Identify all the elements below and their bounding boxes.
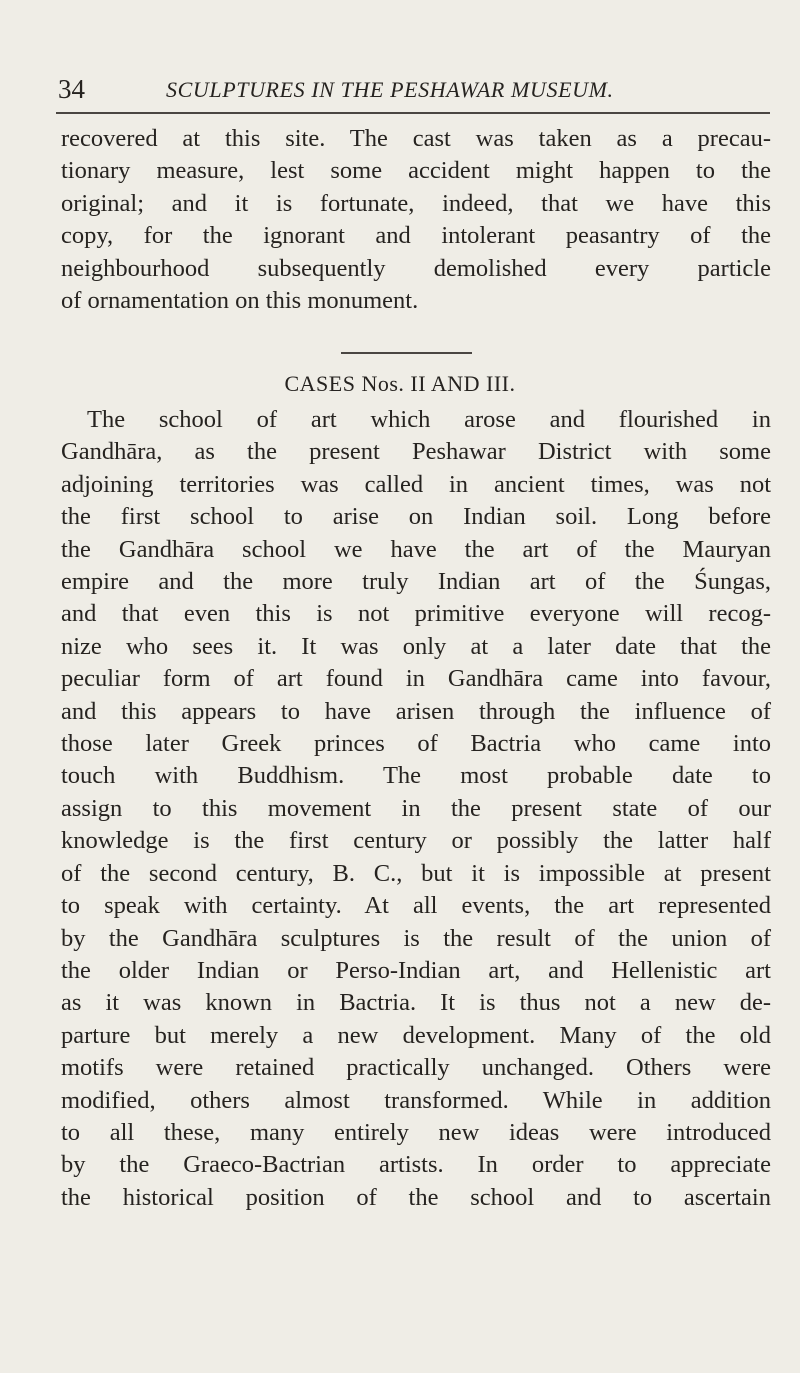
text-line: motifs were retained practically unchanged. Others were xyxy=(61,1054,771,1082)
text-line: the older Indian or Perso-Indian art, and Hellenistic art xyxy=(61,956,771,984)
text-line: the first school to arise on Indian soil. Long before xyxy=(61,503,771,531)
running-title: SCULPTURES IN THE PESHAWAR MUSEUM. xyxy=(166,77,614,102)
text-line: neighbourhood subsequently demolished every particle xyxy=(61,254,771,282)
text-line: by the Graeco-Bactrian artists. In order to appreciate xyxy=(61,1151,771,1179)
text-line: of ornamentation on this monument. xyxy=(61,287,419,315)
text-line: modified, others almost transformed. While in addition xyxy=(61,1086,771,1114)
text-line: to all these, many entirely new ideas were introduced xyxy=(61,1118,771,1146)
text-line: tionary measure, lest some accident might happen to the xyxy=(61,157,771,185)
text-line: the historical position of the school and to ascertain xyxy=(61,1183,771,1211)
text-line: the Gandhāra school we have the art of the Mauryan xyxy=(61,535,771,563)
text-line: as it was known in Bactria. It is thus not a new de- xyxy=(61,989,771,1017)
text-line: by the Gandhāra sculptures is the result of the union of xyxy=(61,924,771,952)
text-line: touch with Buddhism. The most probable date to xyxy=(61,762,771,790)
section-divider xyxy=(341,352,472,354)
text-line: The school of art which arose and flourished in xyxy=(87,406,771,433)
text-line: assign to this movement in the present state of our xyxy=(61,794,771,822)
text-line: and this appears to have arisen through the influence of xyxy=(61,697,771,725)
text-line: peculiar form of art found in Gandhāra came into favour, xyxy=(61,665,771,693)
text-line: copy, for the ignorant and intolerant peasantry of the xyxy=(61,222,771,250)
header-rule xyxy=(56,112,770,114)
page-number: 34 xyxy=(58,74,85,104)
text-line: to speak with certainty. At all events, the art represented xyxy=(61,892,771,920)
text-line: those later Greek princes of Bactria who came into xyxy=(61,730,771,758)
text-line: adjoining territories was called in ancient times, was not xyxy=(61,470,771,498)
running-head xyxy=(58,74,770,104)
text-line: original; and it is fortunate, indeed, that we have this xyxy=(61,189,771,217)
text-line: knowledge is the first century or possibly the latter half xyxy=(61,827,771,855)
text-line: of the second century, B. C., but it is impossible at present xyxy=(61,859,771,887)
section-heading: CASES Nos. II AND III. xyxy=(284,371,516,396)
text-line: Gandhāra, as the present Peshawar District with some xyxy=(61,438,771,466)
paragraph-cases xyxy=(61,404,771,1214)
text-line: nize who sees it. It was only at a later date that the xyxy=(61,632,771,660)
paragraph-continued xyxy=(61,123,771,317)
text-line: recovered at this site. The cast was taken as a precau- xyxy=(61,125,771,152)
text-line: and that even this is not primitive everyone will recog- xyxy=(61,600,771,628)
text-line: parture but merely a new development. Many of the old xyxy=(61,1021,771,1049)
text-line: empire and the more truly Indian art of the Śungas, xyxy=(61,568,771,596)
